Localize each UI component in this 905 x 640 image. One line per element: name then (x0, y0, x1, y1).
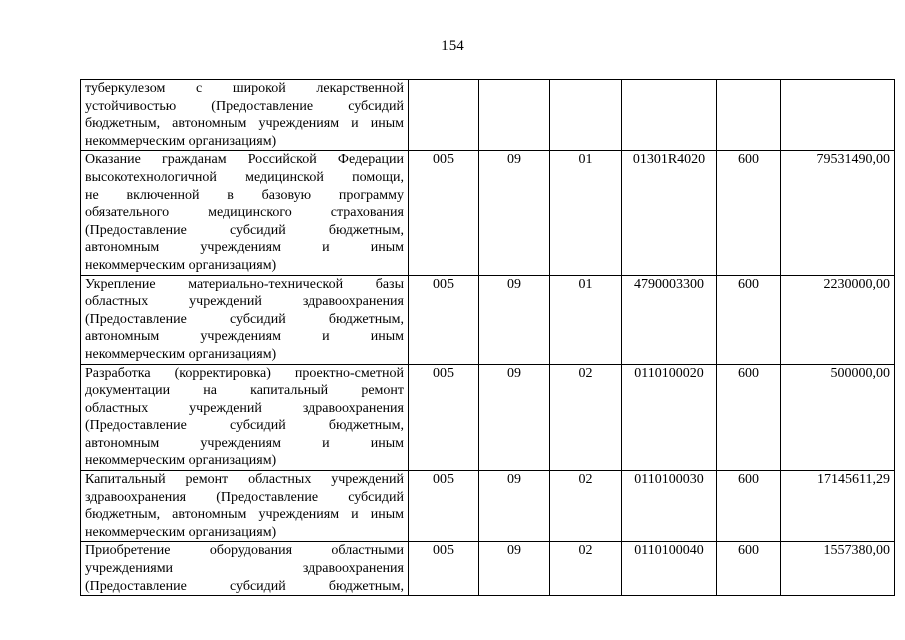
subsection-code: 02 (550, 364, 622, 471)
description-line: некоммерческим организациям) (85, 346, 277, 362)
subsection-code: 01 (550, 275, 622, 364)
description-line: документации на капитальный ремонт (85, 383, 404, 399)
description-line: устойчивостью (Предоставление субсидий (85, 98, 404, 114)
row-description (81, 542, 409, 596)
amount (781, 80, 895, 151)
table-row (81, 80, 895, 151)
section-code: 09 (479, 471, 550, 542)
amount: 1557380,00 (781, 542, 895, 596)
table-row (81, 151, 895, 275)
ministry-code: 005 (409, 151, 479, 275)
section-code: 09 (479, 542, 550, 596)
expense-type-code: 600 (717, 542, 781, 596)
subsection-code: 01 (550, 151, 622, 275)
page-number: 154 (441, 38, 464, 54)
target-article-code: 0110100040 (622, 542, 717, 596)
expense-type-code: 600 (717, 471, 781, 542)
description-line: бюджетным, автономным учреждениям и иным (85, 116, 404, 132)
description-line: Оказание гражданам Российской Федерации (85, 152, 404, 168)
description-line: Укрепление материально-технической базы (85, 276, 404, 292)
target-article-code: 0110100020 (622, 364, 717, 471)
table-row (81, 471, 895, 542)
row-description (81, 471, 409, 542)
description-line: некоммерческим организациям) (85, 133, 277, 149)
expense-type-code (717, 80, 781, 151)
description-line: здравоохранения (Предоставление субсидий (85, 489, 404, 505)
description-line: (Предоставление субсидий бюджетным, (85, 222, 404, 238)
expense-type-code: 600 (717, 275, 781, 364)
section-code: 09 (479, 151, 550, 275)
description-line: некоммерческим организациям) (85, 524, 277, 540)
description-line: высокотехнологичной медицинской помощи, (85, 169, 404, 185)
description-line: Приобретение оборудования областными (85, 543, 404, 559)
ministry-code: 005 (409, 275, 479, 364)
section-code (479, 80, 550, 151)
description-line: автономным учреждениям и иным (85, 329, 404, 345)
description-line: учреждениями здравоохранения (85, 561, 404, 577)
description-line: областных учреждений здравоохранения (85, 294, 404, 310)
description-line: автономным учреждениям и иным (85, 240, 404, 256)
description-line: Разработка (корректировка) проектно-сметной (85, 365, 404, 381)
target-article-code: 0110100030 (622, 471, 717, 542)
description-line: областных учреждений здравоохранения (85, 400, 404, 416)
description-line: Капитальный ремонт областных учреждений (85, 472, 404, 488)
amount: 500000,00 (781, 364, 895, 471)
description-line: автономным учреждениям и иным (85, 435, 404, 451)
description-line: некоммерческим организациям) (85, 257, 277, 273)
subsection-code: 02 (550, 471, 622, 542)
ministry-code (409, 80, 479, 151)
budget-table (80, 79, 895, 596)
expense-type-code: 600 (717, 151, 781, 275)
description-line: туберкулезом с широкой лекарственной (85, 81, 404, 96)
ministry-code: 005 (409, 542, 479, 596)
amount: 17145611,29 (781, 471, 895, 542)
amount: 79531490,00 (781, 151, 895, 275)
table-row (81, 275, 895, 364)
table-row (81, 364, 895, 471)
description-line: (Предоставление субсидий бюджетным, (85, 418, 404, 434)
row-description (81, 364, 409, 471)
description-line: обязательного медицинского страхования (85, 205, 404, 221)
description-line: некоммерческим организациям) (85, 453, 277, 469)
description-line: бюджетным, автономным учреждениям и иным (85, 507, 404, 523)
ministry-code: 005 (409, 471, 479, 542)
table-row (81, 542, 895, 596)
expense-type-code: 600 (717, 364, 781, 471)
description-line: (Предоставление субсидий бюджетным, (85, 578, 404, 594)
table-body (81, 80, 895, 596)
subsection-code: 02 (550, 542, 622, 596)
ministry-code: 005 (409, 364, 479, 471)
target-article-code: 4790003300 (622, 275, 717, 364)
row-description (81, 275, 409, 364)
target-article-code (622, 80, 717, 151)
section-code: 09 (479, 275, 550, 364)
section-code: 09 (479, 364, 550, 471)
description-line: не включенной в базовую программу (85, 187, 404, 203)
subsection-code (550, 80, 622, 151)
amount: 2230000,00 (781, 275, 895, 364)
row-description (81, 151, 409, 275)
description-line: (Предоставление субсидий бюджетным, (85, 311, 404, 327)
row-description (81, 80, 409, 151)
target-article-code: 01301R4020 (622, 151, 717, 275)
